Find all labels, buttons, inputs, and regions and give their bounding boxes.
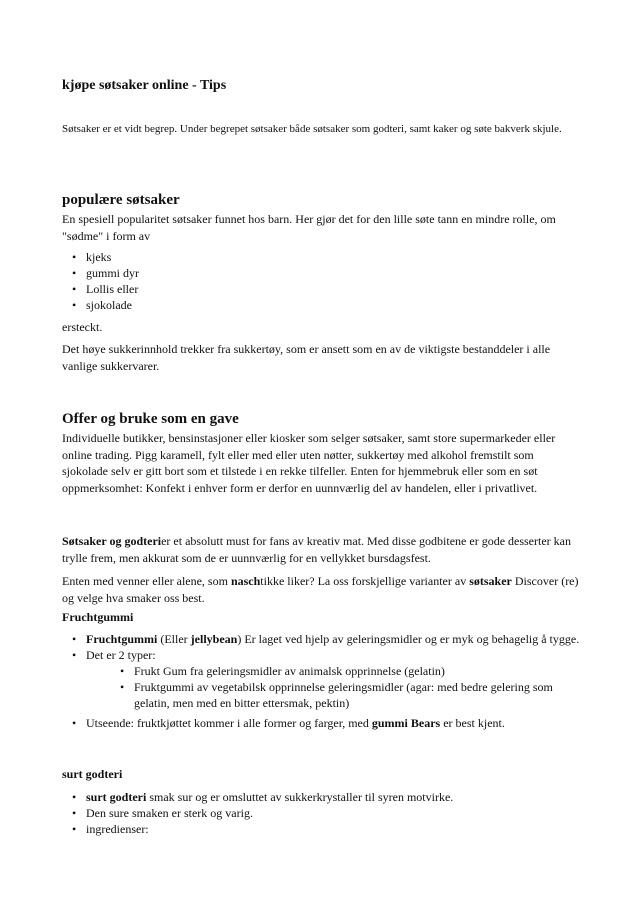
section-heading-popular: populære søtsaker	[62, 192, 180, 208]
list-item: • kjeks	[62, 249, 582, 265]
surt-godteri-heading: surt godteri	[62, 767, 123, 781]
list-item: • Fruchtgummi (Eller jellybean) Er laget ved hjelp av geleringsmidler og er myk og behagelig å tygge.	[62, 631, 582, 647]
popular-list	[62, 249, 582, 313]
fruchtgummi-heading: Fruchtgummi	[62, 610, 134, 624]
intro-paragraph: Søtsaker er et vidt begrep. Under begrepet søtsaker både søtsaker som godteri, samt kaker og søte bakverk skjule.	[62, 123, 562, 135]
list-item: • surt godteri smak sur og er omsluttet av sukkerkrystaller til syren motvirke.	[62, 789, 582, 805]
section-heading-offer: Offer og bruke som en gave	[62, 411, 239, 427]
list-item: • Utseende: fruktkjøttet kommer i alle former og farger, med gummi Bears er best kjent.	[62, 715, 582, 731]
fruchtgummi-list	[62, 631, 582, 731]
list-item: • sjokolade	[62, 297, 582, 313]
candy-paragraph: Søtsaker og godterier et absolutt must for fans av kreativ mat. Med disse godbitene er gode desserter kan trylle frem, men akkurat som de er uunnværlig for en vellykket bursdagsfest.	[62, 534, 571, 565]
bold-term: søtsaker	[469, 574, 512, 588]
types-sublist	[110, 663, 582, 711]
surt-list	[62, 789, 582, 837]
bold-term: Søtsaker og godteri	[62, 534, 162, 548]
list-item: • Det er 2 typer: • Frukt Gum fra geleringsmidler av animalsk opprinnelse (gelatin) • Fruktgummi av vegetabilsk opprinnelse geleringsmidler (agar: med bedre gelering som gelatin, men med en bitter ettersmak, pektin)	[62, 647, 582, 711]
offer-paragraph: Individuelle butikker, bensinstasjoner eller kiosker som selger søtsaker, samt store supermarkeder eller online trading. Pigg karamell, fylt eller med eller uten nøtter, sukkertøy med alkohol fremstilt som sjokolade selv er gitt bort som et tilstede i en rekke tilfeller. Enten for hjemmebruk eller som en søt oppmerksomhet: Konfekt i enhver form er derfor en uunnværlig del av handelen, eller i privatlivet.	[62, 431, 556, 495]
varieties-paragraph: Enten med venner eller alene, som naschtikke liker? La oss forskjellige varianter av søtsaker Discover (re) og velge hva smaker oss best.	[62, 574, 579, 605]
popular-paragraph: En spesiell popularitet søtsaker funnet hos barn. Her gjør det for den lille søte tann en mindre rolle, om "sødme" i form av	[62, 212, 556, 243]
ersteckt-paragraph: ersteckt.	[62, 320, 103, 334]
list-item: • Lollis eller	[62, 281, 582, 297]
sugar-content-paragraph: Det høye sukkerinnhold trekker fra sukkertøy, som er ansett som en av de viktigste bestanddeler i alle vanlige sukkervarer.	[62, 342, 551, 373]
list-item: • ingredienser:	[62, 821, 582, 837]
list-item: • Den sure smaken er sterk og varig.	[62, 805, 582, 821]
page-title: kjøpe søtsaker online - Tips	[62, 78, 227, 93]
sublist-item: • Frukt Gum fra geleringsmidler av animalsk opprinnelse (gelatin)	[110, 663, 582, 679]
bold-term: nasch	[230, 574, 261, 588]
list-item: • gummi dyr	[62, 265, 582, 281]
sublist-item: • Fruktgummi av vegetabilsk opprinnelse geleringsmidler (agar: med bedre gelering som gelatin, men med en bitter ettersmak, pektin)	[110, 679, 582, 711]
